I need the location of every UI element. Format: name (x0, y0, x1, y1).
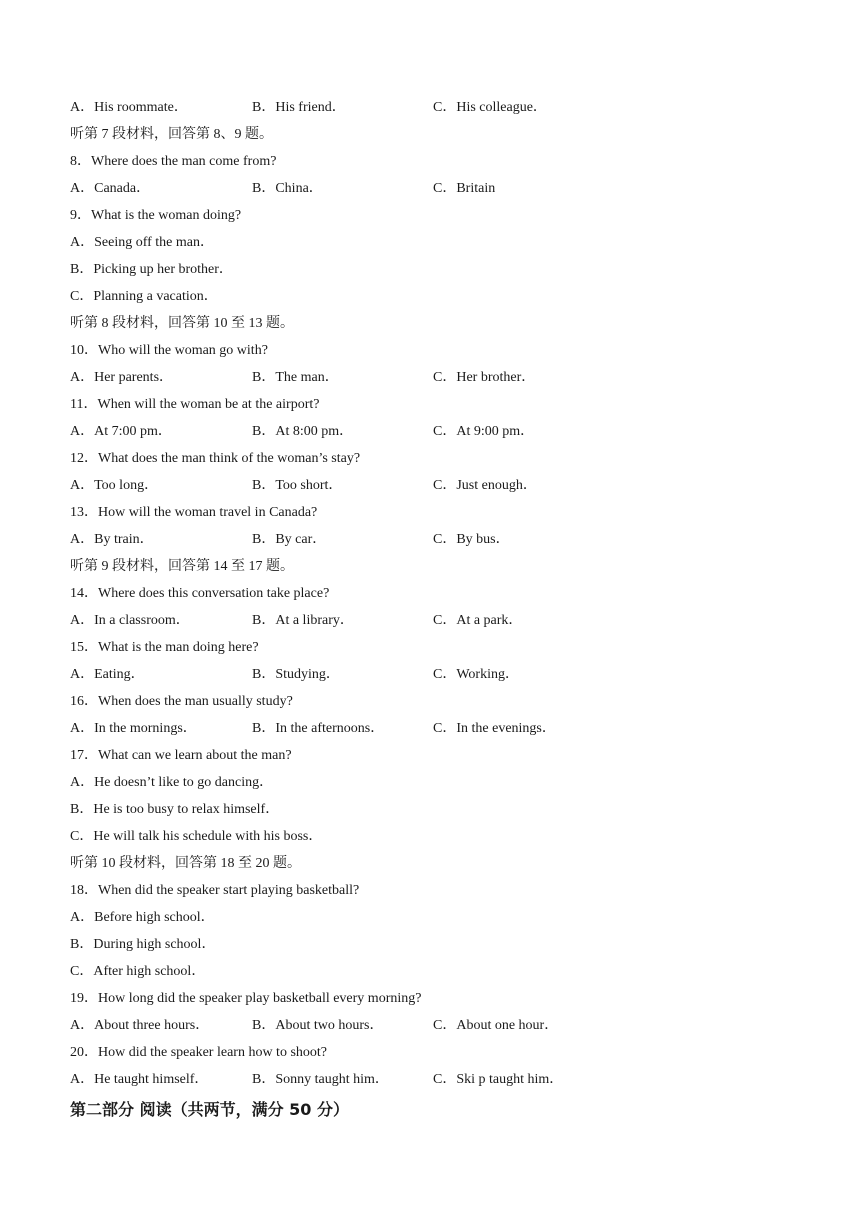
option-a: A．Too long． (70, 478, 159, 493)
text-line: 17．What can we learn about the man? (70, 748, 292, 763)
text-line: 15．What is the man doing here? (70, 640, 259, 655)
option-c: C．Britain (433, 181, 496, 196)
option-b: B．The man． (252, 370, 339, 385)
option-c: C．In the evenings． (433, 721, 556, 736)
option-row (70, 472, 790, 499)
option-row (70, 526, 790, 553)
option-c: C．At 9:00 pm． (433, 424, 535, 439)
text-line: 听第 10 段材料，回答第 18 至 20 题。 (70, 856, 301, 871)
section-heading: 第二部分 阅读（共两节，满分 50 分） (70, 1100, 349, 1119)
option-b: B．At 8:00 pm． (252, 424, 354, 439)
option-c: C．His colleague． (433, 100, 547, 115)
text-line: 14．Where does this conversation take place? (70, 586, 330, 601)
option-b: B．About two hours． (252, 1018, 384, 1033)
option-b: B．Studying． (252, 667, 340, 682)
option-a: A．By train． (70, 532, 154, 547)
option-row (70, 715, 790, 742)
option-row (70, 1066, 790, 1093)
option-c: C．Working． (433, 667, 519, 682)
option-row (70, 607, 790, 634)
option-row (70, 1012, 790, 1039)
text-line: 听第 8 段材料，回答第 10 至 13 题。 (70, 316, 294, 331)
text-line: C．Planning a vacation． (70, 289, 218, 304)
text-line: 18．When did the speaker start playing basketball? (70, 883, 360, 898)
option-a: A．He taught himself． (70, 1072, 209, 1087)
option-a: A．His roommate． (70, 100, 188, 115)
option-c: C．About one hour． (433, 1018, 559, 1033)
option-b: B．Too short． (252, 478, 343, 493)
text-line: C．After high school． (70, 964, 206, 979)
option-b: B．By car． (252, 532, 327, 547)
option-a: A．In the mornings． (70, 721, 197, 736)
text-line: 8．Where does the man come from? (70, 154, 277, 169)
text-line: A．He doesn’t like to go dancing． (70, 775, 274, 790)
text-line: 听第 7 段材料，回答第 8、9 题。 (70, 127, 273, 142)
option-c: C．At a park． (433, 613, 523, 628)
option-row (70, 94, 790, 121)
option-a: A．Her parents． (70, 370, 174, 385)
option-b: B．Sonny taught him． (252, 1072, 389, 1087)
text-line: 9．What is the woman doing? (70, 208, 242, 223)
text-line: 11．When will the woman be at the airport? (70, 397, 320, 412)
option-b: B．In the afternoons． (252, 721, 385, 736)
option-row (70, 418, 790, 445)
text-line: 听第 9 段材料，回答第 14 至 17 题。 (70, 559, 294, 574)
option-b: B．China． (252, 181, 323, 196)
option-row (70, 175, 790, 202)
option-c: C．Her brother． (433, 370, 536, 385)
text-line: 13．How will the woman travel in Canada? (70, 505, 318, 520)
option-a: A．Eating． (70, 667, 145, 682)
text-line: A．Seeing off the man． (70, 235, 214, 250)
option-b: B．At a library． (252, 613, 354, 628)
question-list (70, 94, 790, 1093)
option-a: A．In a classroom． (70, 613, 190, 628)
option-c: C．Ski p taught him． (433, 1072, 564, 1087)
text-line: B．Picking up her brother． (70, 262, 233, 277)
text-line: A．Before high school． (70, 910, 215, 925)
text-line: 20．How did the speaker learn how to shoot? (70, 1045, 327, 1060)
option-row (70, 661, 790, 688)
text-line: 19．How long did the speaker play basketball every morning? (70, 991, 422, 1006)
text-line: 12．What does the man think of the woman’s stay? (70, 451, 361, 466)
text-line: B．He is too busy to relax himself． (70, 802, 280, 817)
text-line: B．During high school． (70, 937, 216, 952)
option-b: B．His friend． (252, 100, 346, 115)
text-line: C．He will talk his schedule with his boss． (70, 829, 323, 844)
text-line: 10．Who will the woman go with? (70, 343, 268, 358)
option-c: C．Just enough． (433, 478, 537, 493)
option-a: A．About three hours． (70, 1018, 210, 1033)
option-a: A．Canada． (70, 181, 151, 196)
option-row (70, 364, 790, 391)
option-a: A．At 7:00 pm． (70, 424, 172, 439)
text-line: 16．When does the man usually study? (70, 694, 293, 709)
exam-page (70, 94, 790, 1125)
option-c: C．By bus． (433, 532, 510, 547)
